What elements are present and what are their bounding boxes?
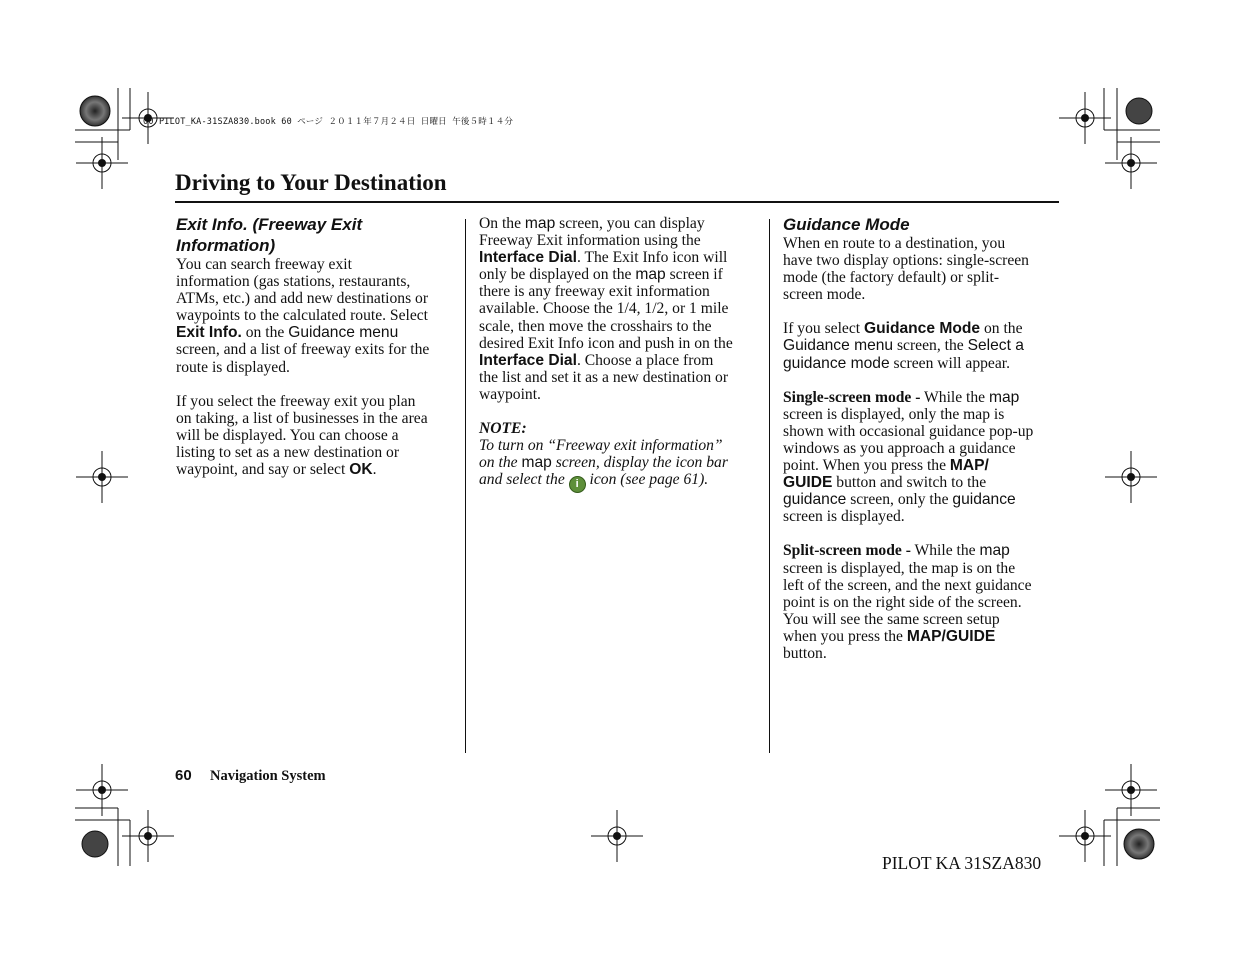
page-title: Driving to Your Destination: [175, 170, 447, 195]
exit-info-icon: i: [569, 476, 586, 493]
column-freeway-exit: [479, 215, 764, 493]
paragraph-exit-select: If you select the freeway exit you plan on taking, a list of businesses in the area will be displayed. You can choose a listing to set as a new destination or waypoint, and say or select OK.: [176, 392, 428, 479]
section-heading-exit-info: Exit Info. (Freeway Exit Information): [176, 215, 363, 255]
paragraph-guidance-select: If you select Guidance Mode on the Guidance menu screen, the Select a guidance mode screen will appear.: [783, 320, 1024, 372]
paragraph-exit-info-intro: You can search freeway exit information (gas stations, restaurants, ATMs, etc.) and add new destinations or waypoints to the calculated route. Select Exit Info. on the Guidance menu screen, and a list of freeway exits for the route is displayed.: [176, 256, 430, 376]
title-rule: [175, 201, 1059, 203]
paragraph-guidance-intro: When en route to a destination, you have two display options: single-screen mode (the factory default) or split- screen mode.: [783, 235, 1029, 304]
footer-section-label: Navigation System: [210, 768, 326, 784]
note-block: NOTE: To turn on “Freeway exit information” on the map screen, display the icon bar and select the i icon (see page 61).: [479, 420, 764, 493]
paragraph-freeway-exit: On the map screen, you can display Freeway Exit information using the Interface Dial. The Exit Info icon will only be displayed on the map screen if there is any freeway exit information available. Choose the 1/4, 1/2, or 1 mile scale, then move the crosshairs to the desired Exit Info icon and push in on the Interface Dial. Choose a place from the list and set it as a new destination or waypoint.: [479, 215, 733, 403]
note-label: NOTE:: [479, 420, 527, 438]
paragraph-split-screen: Split-screen mode - While the map screen is displayed, the map is on the left of the screen, and the next guidance point is on the right side of the screen. You will see the same screen setup when you press the MAP/GUIDE button.: [783, 542, 1032, 662]
paragraph-single-screen: Single-screen mode - While the map screen is displayed, only the map is shown with occasional guidance pop-up windows as you approach a guidance point. When you press the MAP/ GUIDE button and switch to the guidance screen, only the guidance screen is displayed.: [783, 388, 1034, 526]
column-guidance-mode: [783, 214, 1059, 662]
column-divider-2: [769, 219, 770, 753]
column-exit-info: [176, 214, 458, 478]
page-number: 60: [175, 767, 192, 784]
document-code: PILOT KA 31SZA830: [882, 853, 1042, 873]
book-file-line: 00 PILOT_KA-31SZA830.book 60 ページ ２０１１年７月２４日 日曜日 午後５時１４分: [143, 117, 514, 127]
section-heading-guidance-mode: Guidance Mode: [783, 215, 910, 234]
column-divider-1: [465, 219, 466, 753]
